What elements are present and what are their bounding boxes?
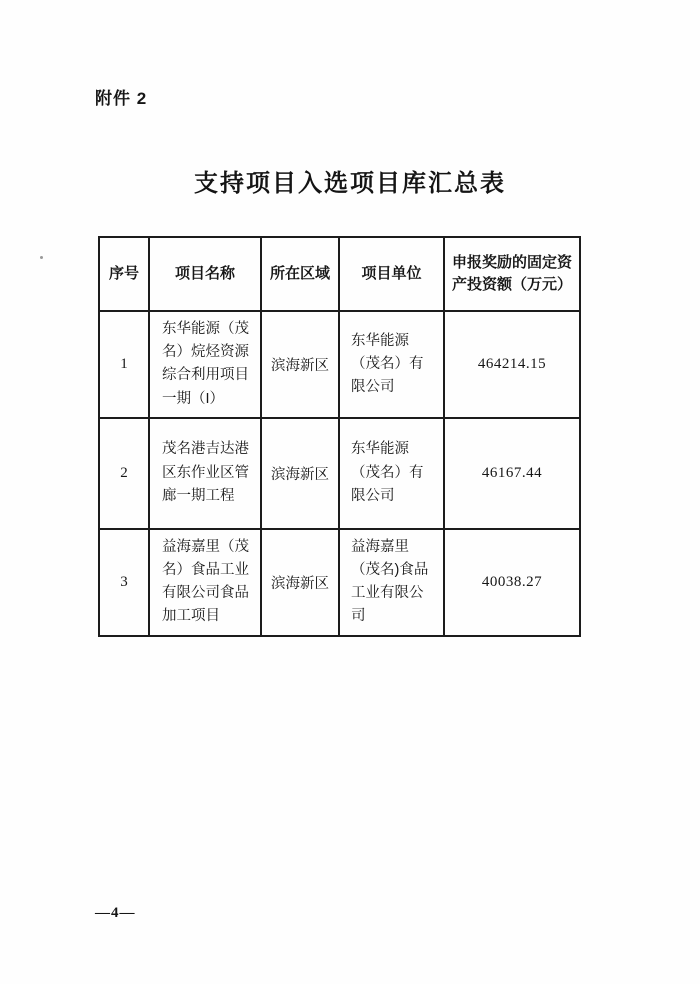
cell-region: 滨海新区	[261, 311, 339, 418]
cell-investment-amount: 46167.44	[444, 418, 580, 529]
cell-project-unit: 东华能源（茂名）有限公司	[339, 418, 444, 529]
scan-artifact	[40, 256, 43, 259]
page-number: —4—	[95, 905, 136, 921]
header-serial-number: 序号	[99, 237, 149, 311]
cell-serial-number: 2	[99, 418, 149, 529]
cell-project-unit: 益海嘉里（茂名)食品工业有限公司	[339, 529, 444, 636]
header-region: 所在区域	[261, 237, 339, 311]
cell-project-unit: 东华能源（茂名）有限公司	[339, 311, 444, 418]
table-row	[99, 311, 580, 418]
table-header-row	[99, 237, 580, 311]
header-project-unit: 项目单位	[339, 237, 444, 311]
cell-serial-number: 1	[99, 311, 149, 418]
cell-project-name: 东华能源（茂名）烷烃资源综合利用项目一期（I）	[149, 311, 261, 418]
table-row	[99, 418, 580, 529]
cell-investment-amount: 40038.27	[444, 529, 580, 636]
page-title: 支持项目入选项目库汇总表	[194, 170, 506, 197]
cell-project-name: 益海嘉里（茂名）食品工业有限公司食品加工项目	[149, 529, 261, 636]
table-row	[99, 529, 580, 636]
cell-project-name: 茂名港吉达港区东作业区管廊一期工程	[149, 418, 261, 529]
header-project-name: 项目名称	[149, 237, 261, 311]
cell-region: 滨海新区	[261, 418, 339, 529]
header-investment-amount: 申报奖励的固定资产投资额（万元）	[444, 237, 580, 311]
cell-serial-number: 3	[99, 529, 149, 636]
cell-investment-amount: 464214.15	[444, 311, 580, 418]
project-summary-table	[98, 236, 581, 637]
attachment-label: 附件 2	[95, 89, 148, 108]
cell-region: 滨海新区	[261, 529, 339, 636]
